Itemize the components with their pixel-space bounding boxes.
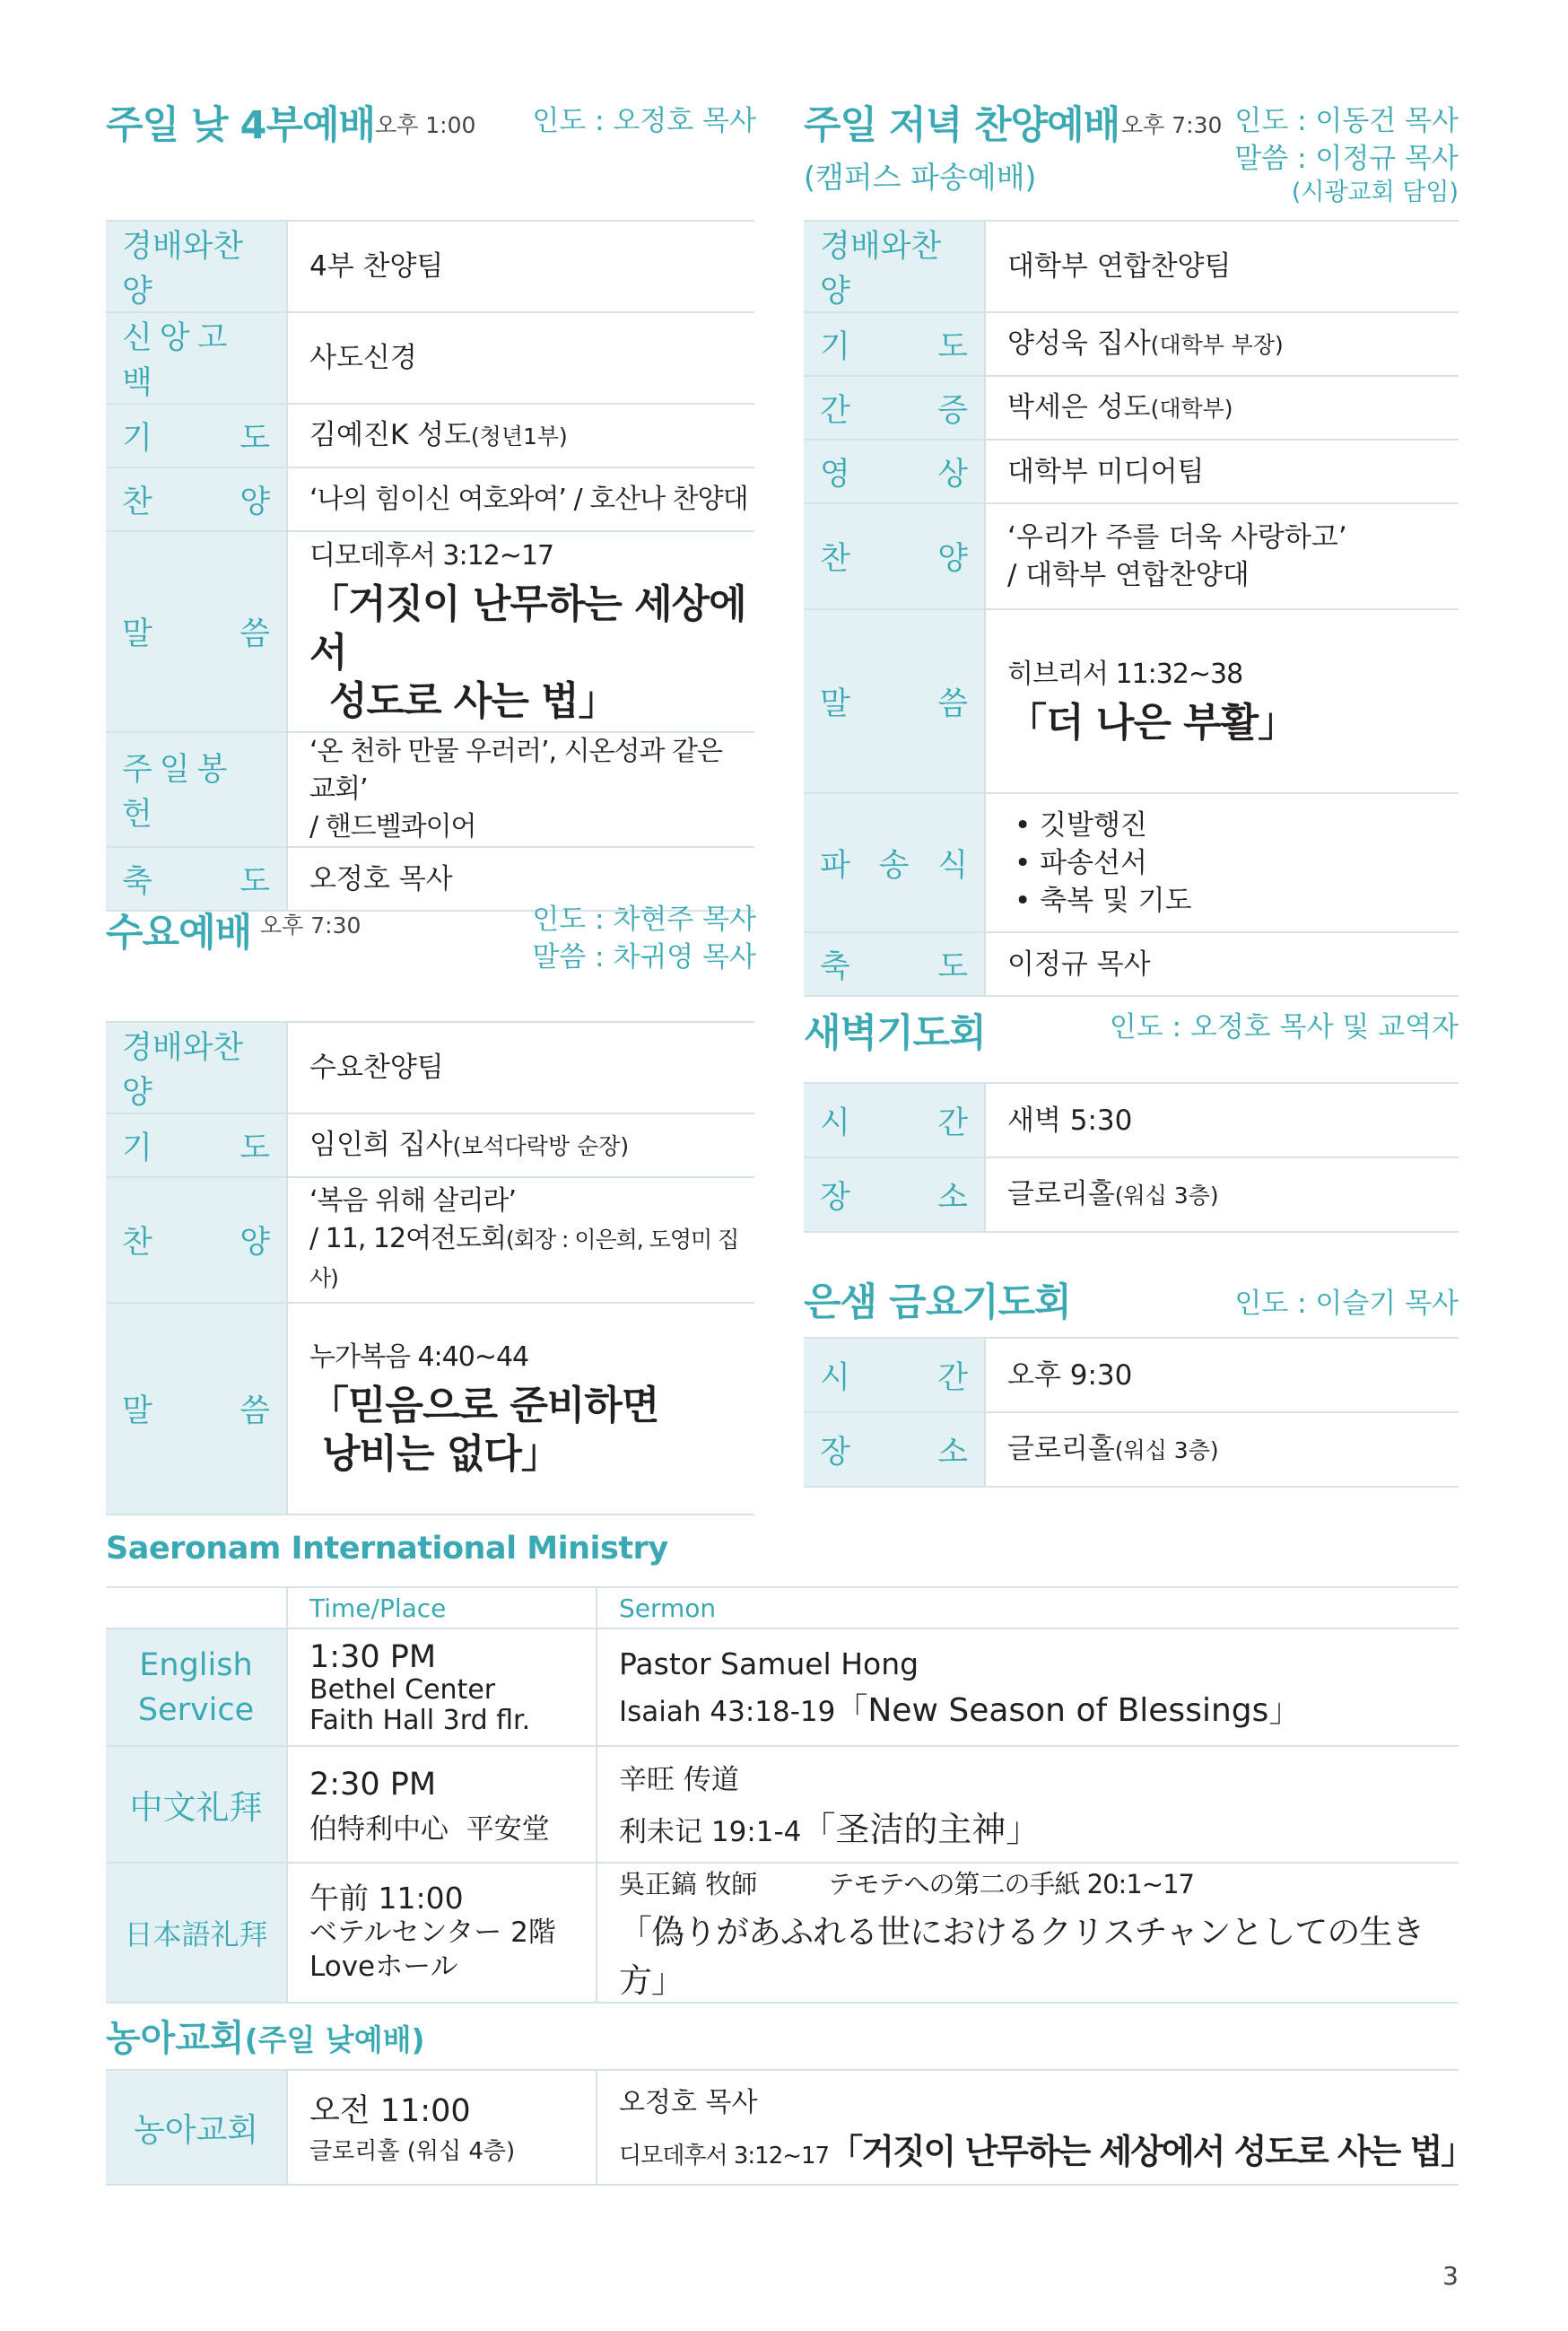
table-row: [804, 440, 1459, 503]
deaf-title-wrap: [106, 2010, 425, 2061]
international-title: Saeronam International Ministry: [106, 1531, 668, 1567]
table-row: [804, 1157, 1459, 1232]
table-row: [804, 376, 1459, 440]
row-label: 주일봉헌: [122, 752, 235, 833]
wednesday-leader: 인도 : 차현주 목사: [532, 904, 756, 936]
row-label-spaced: 기 도: [122, 1130, 270, 1166]
speaker: Pastor Samuel Hong: [619, 1646, 919, 1681]
row-label-spaced: 파 송 식: [820, 847, 968, 884]
speaker: 吳正鎬 牧師: [619, 1869, 758, 1899]
evening-leader: 인도 : 이동건 목사: [1234, 105, 1459, 137]
service-place-line1: Bethel Center: [309, 1673, 496, 1706]
sunday4-table: [106, 220, 754, 912]
sermon-title-line1: 「믿음으로 준비하면: [309, 1383, 659, 1428]
speaker: 오정호 목사: [619, 2086, 758, 2118]
deaf-title-note: (주일 낮예배): [244, 2022, 425, 2057]
list-item: • 깃발행진: [1015, 808, 1147, 842]
row-note: (대학부): [1150, 395, 1233, 422]
row-label-spaced: 장 소: [820, 1179, 968, 1216]
table-row: [106, 221, 754, 312]
service-place-line1: 伯特利中心 平安堂: [309, 1812, 550, 1846]
service-time: 午前 11:00: [309, 1881, 464, 1916]
hymn-line2: / 11, 12여전도회: [309, 1223, 506, 1254]
column-header-sermon: Sermon: [619, 1593, 717, 1623]
table-row: [804, 1083, 1459, 1157]
row-note: (워십 3층): [1114, 1182, 1219, 1209]
table-row: [106, 404, 754, 467]
evening-preacher: 말씀 : 이정규 목사: [1234, 143, 1459, 175]
sermon-reference: 利未记 19:1-4: [619, 1815, 802, 1848]
row-value: ‘나의 힘이신 여호와여’ / 호산나 찬양대: [287, 467, 754, 531]
sermon-title-line1: 「거짓이 난무하는 세상에서: [309, 581, 746, 676]
table-row: [106, 1113, 754, 1177]
row-value: 새벽 5:30: [985, 1083, 1459, 1157]
table-row: [106, 732, 754, 847]
chinese-label: 中文礼拜: [106, 1746, 287, 1863]
sermon-title-line2: 성도로 사는 법」: [329, 678, 617, 724]
row-value: 4부 찬양팀: [287, 221, 754, 312]
row-note: (청년1부): [470, 423, 568, 450]
wednesday-time: 오후 7:30: [260, 912, 362, 939]
row-label-spaced: 간 증: [820, 392, 968, 429]
wednesday-leaders: [532, 901, 756, 976]
sermon-title: 「偽りがあふれる世におけるクリスチャンとしての生き方」: [619, 1913, 1424, 2000]
row-value: 오후 9:30: [985, 1338, 1459, 1412]
hymn-line1: ‘복음 위해 살리라’: [309, 1185, 517, 1217]
evening-time: 오후 7:30: [1121, 112, 1223, 138]
row-label-spaced: 축 도: [122, 863, 270, 900]
table-row: [106, 1177, 754, 1303]
row-value: 임인희 집사: [309, 1128, 453, 1161]
row-label-spaced: 찬 양: [820, 541, 968, 577]
table-row: [106, 2070, 1459, 2185]
service-place-line2: Loveホール: [309, 1951, 458, 1983]
table-row: [106, 467, 754, 531]
list-item: • 축복 및 기도: [1015, 884, 1192, 917]
row-label: 신앙고백: [122, 320, 235, 401]
sermon-title: 「圣洁的主神」: [801, 1809, 1041, 1849]
friday-title: 은샘 금요기도회: [804, 1280, 1071, 1325]
table-row: [804, 221, 1459, 312]
japanese-label: 日本語礼拜: [106, 1863, 287, 2003]
evening-leaders: [1234, 102, 1459, 208]
table-row: [106, 312, 754, 404]
wednesday-title: 수요예배: [106, 911, 252, 956]
sermon-reference: 누가복음 4:40~44: [309, 1341, 529, 1373]
row-value: 대학부 미디어팀: [985, 440, 1459, 503]
dawn-leader: 인도 : 오정호 목사 및 교역자: [1109, 1011, 1459, 1043]
table-row: [804, 932, 1459, 996]
page-number: 3: [1442, 2261, 1459, 2291]
sermon-title-line2: 낭비는 없다」: [322, 1431, 560, 1477]
sunday4-title: 주일 낮 4부예배: [106, 103, 376, 148]
row-label-spaced: 말 씀: [820, 685, 968, 722]
hymn-line2: / 대학부 연합찬양대: [1007, 559, 1250, 591]
evening-subtitle: (캠퍼스 파송예배): [804, 160, 1037, 195]
table-row: [804, 609, 1459, 793]
sermon-title: 「거짓이 난무하는 세상에서 성도로 사는 법」: [829, 2131, 1474, 2171]
dawn-title: 새벽기도회: [804, 1011, 986, 1056]
friday-table: [804, 1337, 1459, 1488]
sermon-reference: 디모데후서 3:12~17: [309, 540, 554, 572]
speaker: 辛旺 传道: [619, 1763, 739, 1796]
row-value: 양성욱 집사: [1007, 327, 1151, 360]
row-note: (보석다락방 순장): [452, 1132, 630, 1159]
sermon-reference: Isaiah 43:18-19: [619, 1696, 836, 1728]
sermon-reference: 디모데후서 3:12~17: [619, 2142, 830, 2169]
sermon-title: 「New Season of Blessings」: [835, 1692, 1302, 1729]
row-label-spaced: 영 상: [820, 456, 968, 493]
offering-line1: ‘온 천하 만물 우러러’, 시온성과 같은 교회’: [309, 736, 723, 805]
row-value: 글로리홀: [1007, 1177, 1115, 1210]
english-label-line1: English: [139, 1646, 253, 1683]
service-place: 글로리홀 (워십 4층): [309, 2137, 516, 2165]
row-note: (대학부 부장): [1150, 331, 1284, 358]
wednesday-table: [106, 1021, 754, 1515]
sermon-reference: テモテへの第二の手紙 20:1~17: [828, 1869, 1194, 1899]
table-row: [106, 1303, 754, 1515]
evening-table: [804, 220, 1459, 997]
table-row: [804, 312, 1459, 376]
table-row: [106, 1746, 1459, 1863]
evening-title: 주일 저녁 찬양예배: [804, 103, 1120, 148]
table-row: [804, 1338, 1459, 1412]
international-table: [106, 1586, 1459, 2004]
row-label-spaced: 찬 양: [122, 484, 270, 520]
deaf-title: 농아교회: [106, 2018, 245, 2059]
dawn-table: [804, 1082, 1459, 1233]
offering-line2: / 핸드벨콰이어: [309, 811, 476, 842]
wednesday-preacher: 말씀 : 차귀영 목사: [532, 941, 756, 973]
deaf-table: [106, 2069, 1474, 2186]
row-value: 대학부 연합찬양팀: [985, 221, 1459, 312]
service-place-line2: Faith Hall 3rd flr.: [309, 1704, 531, 1736]
row-label: 경배와찬양: [122, 229, 244, 310]
sermon-title: 「더 나은 부활」: [1007, 699, 1297, 746]
row-label-spaced: 찬 양: [122, 1225, 270, 1261]
service-time: 2:30 PM: [309, 1766, 437, 1803]
english-label-line2: Service: [137, 1691, 255, 1728]
hymn-line1: ‘우리가 주를 더욱 사랑하고’: [1007, 521, 1347, 554]
row-value: 이정규 목사: [985, 932, 1459, 996]
service-place-line1: ベテルセンター 2階: [309, 1916, 556, 1949]
row-value: 박세은 성도: [1007, 390, 1151, 423]
row-label-spaced: 말 씀: [122, 1393, 270, 1429]
table-row: [804, 793, 1459, 932]
service-time: 1:30 PM: [309, 1638, 437, 1675]
row-label-spaced: 기 도: [820, 328, 968, 365]
sunday4-leader: 인도 : 오정호 목사: [532, 105, 756, 137]
row-label: 경배와찬양: [820, 229, 942, 310]
table-row: [106, 1628, 1459, 1746]
row-label-spaced: 시 간: [820, 1104, 968, 1141]
row-label-spaced: 기 도: [122, 420, 270, 457]
hymn-note: (회장 : 이은희, 도영미 집사): [309, 1227, 739, 1291]
sermon-reference: 히브리서 11:32~38: [1007, 658, 1243, 690]
row-label: 경배와찬양: [122, 1030, 244, 1111]
table-row: [106, 1863, 1459, 2003]
table-header-row: [106, 1587, 1459, 1628]
table-row: [804, 1412, 1459, 1487]
table-row: [106, 1022, 754, 1113]
row-label-spaced: 말 씀: [122, 616, 270, 652]
row-value: 수요찬양팀: [287, 1022, 754, 1113]
row-value: 사도신경: [287, 312, 754, 404]
list-item: • 파송선서: [1015, 846, 1147, 879]
row-label-spaced: 장 소: [820, 1434, 968, 1471]
row-note: (워십 3층): [1114, 1436, 1219, 1463]
sunday4-time: 오후 1:00: [375, 112, 476, 138]
row-value: 글로리홀: [1007, 1432, 1115, 1465]
row-value: 오정호 목사: [287, 847, 754, 911]
row-label-spaced: 시 간: [820, 1359, 968, 1396]
table-row: [106, 531, 754, 732]
row-value: 김예진K 성도: [309, 418, 471, 451]
table-row: [804, 503, 1459, 609]
evening-preacher-note: (시광교회 담임): [1291, 179, 1459, 206]
column-header-time: Time/Place: [309, 1593, 447, 1623]
service-time: 오전 11:00: [309, 2092, 471, 2129]
deaf-label: 농아교회: [106, 2070, 287, 2185]
friday-leader: 인도 : 이슬기 목사: [1234, 1288, 1459, 1320]
row-label-spaced: 축 도: [820, 948, 968, 985]
